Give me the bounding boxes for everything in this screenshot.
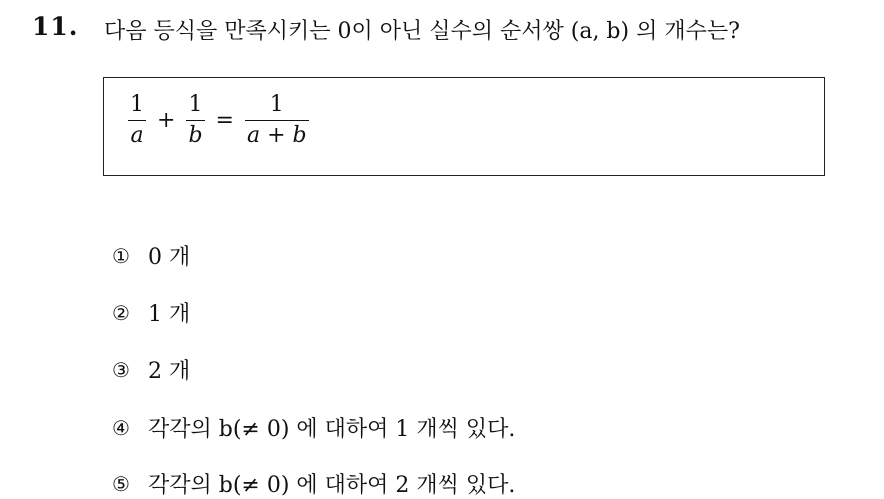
choice-marker: ④ — [112, 415, 130, 440]
fraction-1-over-a-plus-b — [245, 94, 309, 147]
choice-text: 각각의 b(≠ 0) 에 대하여 2 개씩 있다. — [148, 473, 516, 498]
equals-operator: = — [215, 108, 234, 133]
fraction-denominator: a + b — [246, 123, 307, 148]
choice-5[interactable] — [108, 468, 515, 499]
equation — [125, 94, 312, 147]
plus-operator: + — [157, 108, 176, 133]
choice-text: 2 개 — [148, 359, 191, 384]
equation-box — [103, 77, 825, 176]
choice-marker: ① — [112, 243, 130, 268]
choice-marker: ⑤ — [112, 471, 130, 496]
choice-marker: ③ — [112, 357, 130, 382]
choice-4[interactable] — [108, 412, 515, 443]
choice-text: 각각의 b(≠ 0) 에 대하여 1 개씩 있다. — [148, 417, 516, 442]
fraction-1-over-a — [128, 94, 146, 147]
choice-marker: ② — [112, 300, 130, 325]
fraction-denominator: a — [130, 123, 144, 148]
fraction-denominator: b — [188, 123, 203, 148]
choice-text: 1 개 — [148, 302, 191, 327]
question-text: 다음 등식을 만족시키는 0이 아닌 실수의 순서쌍 (a, b) 의 개수는? — [104, 19, 740, 44]
choice-3[interactable] — [108, 354, 190, 385]
fraction-1-over-b — [186, 94, 204, 147]
choice-1[interactable] — [108, 240, 190, 271]
fraction-numerator: 1 — [269, 92, 284, 117]
choice-text: 0 개 — [148, 245, 191, 270]
fraction-numerator: 1 — [130, 92, 144, 117]
choice-2[interactable] — [108, 297, 190, 328]
question-number: 11. — [32, 12, 79, 41]
fraction-numerator: 1 — [188, 92, 203, 117]
